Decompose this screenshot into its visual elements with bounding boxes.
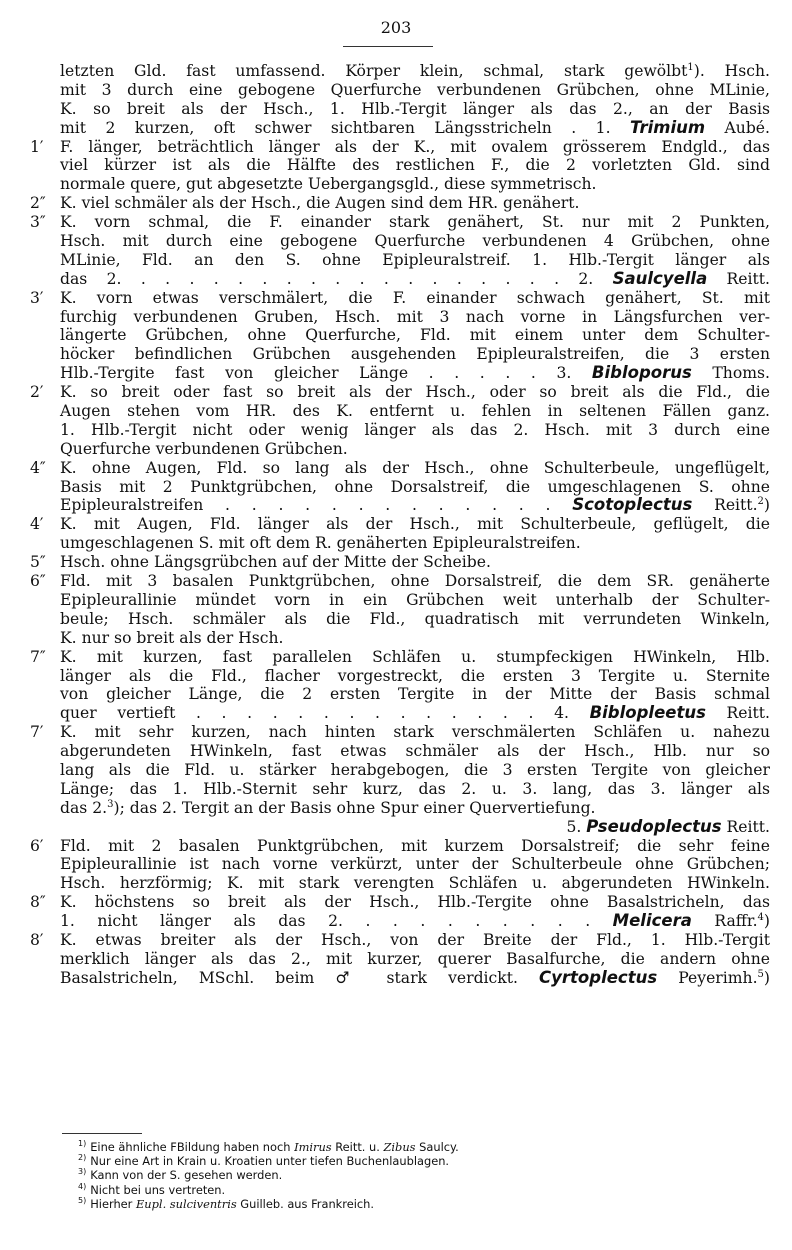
- text-line: [30, 138, 770, 157]
- text-run: umgeschlagenen S. mit oft dem R. genäherten Epipleuralstreifen.: [60, 534, 581, 553]
- footnote-marker: 3): [78, 1167, 87, 1177]
- text-run: Hsch. ohne Längsgrübchen auf der Mitte der Scheibe.: [60, 553, 491, 572]
- text-run: das 2.: [60, 798, 108, 817]
- couplet-marker: 6″: [30, 572, 46, 591]
- taxon-name: Imirus: [294, 1139, 332, 1154]
- text-line: [30, 440, 770, 459]
- couplet-marker: 6′: [30, 836, 44, 855]
- header-rule: [343, 46, 433, 47]
- line-text: [60, 138, 770, 157]
- text-line: [30, 969, 770, 988]
- genus-name: Biblopleetus: [589, 703, 706, 723]
- text-run: 1. nicht länger als das 2. . . . . . . . . .: [60, 912, 613, 931]
- footnotes: [78, 1137, 678, 1211]
- text-run: ). Hsch.: [693, 62, 770, 80]
- line-text: [60, 742, 770, 761]
- text-run: Reitt.: [705, 704, 770, 723]
- text-line: [30, 553, 770, 572]
- footnote: [78, 1137, 678, 1154]
- text-run: K. höchstens so breit als der Hsch., Hlb.-Tergite ohne Basalstricheln, das: [60, 893, 770, 912]
- text-run: Reitt.: [721, 817, 770, 836]
- line-text: [60, 251, 770, 270]
- text-run: merklich länger als das 2., mit kurzer, querer Basalfurche, die andern ohne: [60, 949, 770, 968]
- text-run: K. vorn etwas verschmälert, die F. einander schwach genähert, St. mit: [60, 288, 770, 307]
- couplet-marker: 3′: [30, 288, 44, 307]
- genus-name: Trimium: [630, 117, 706, 137]
- line-text: [60, 780, 770, 799]
- text-run: Guilleb. aus Frankreich.: [236, 1196, 374, 1211]
- genus-name: Scotoplectus: [572, 495, 693, 515]
- text-line: [30, 175, 770, 194]
- line-text: [60, 326, 770, 345]
- footnote-ref: 1: [687, 61, 694, 73]
- text-run: quer vertieft . . . . . . . . . . . . . . 4.: [60, 704, 590, 723]
- line-text: [60, 969, 770, 988]
- footnote-marker: 1): [78, 1139, 87, 1148]
- text-line: [30, 629, 770, 648]
- line-text: [60, 685, 770, 704]
- footnote: [78, 1194, 678, 1211]
- line-text: [60, 213, 770, 232]
- text-run: abgerundeten HWinkeln, fast etwas schmäler als der Hsch., Hlb. nur so: [60, 742, 770, 761]
- text-run: normale quere, gut abgesetzte Uebergangsgld., diese symmetrisch.: [60, 175, 597, 194]
- text-line: [30, 648, 770, 667]
- text-run: beule; Hsch. schmäler als die Fld., quadratisch mit verrundeten Winkeln,: [60, 609, 770, 628]
- text-run: lang als die Fld. u. stärker herabgebogen, die 3 ersten Tergite von gleicher: [60, 760, 770, 779]
- text-line: [30, 572, 770, 591]
- text-run: Fld. mit 2 basalen Punktgrübchen, mit kurzem Dorsalstreif; die sehr feine: [60, 836, 770, 855]
- text-line: [30, 742, 770, 761]
- text-run: letzten Gld. fast umfassend. Körper klein, schmal, stark gewölbt: [60, 62, 688, 80]
- text-line: [30, 62, 770, 81]
- line-text: [60, 855, 770, 874]
- couplet-marker: 3″: [30, 213, 46, 232]
- text-line: [30, 591, 770, 610]
- line-text: [60, 893, 770, 912]
- text-line: [30, 780, 770, 799]
- text-line: [30, 610, 770, 629]
- text-run: Augen stehen vom HR. des K. entfernt u. fehlen in seltenen Fällen ganz.: [60, 402, 770, 421]
- text-run: Epipleuralstreifen . . . . . . . . . . . . .: [60, 496, 573, 515]
- footnote-ref: 5: [757, 968, 764, 980]
- line-text: [60, 383, 770, 402]
- line-text: [60, 459, 770, 478]
- couplet-marker: 2″: [30, 194, 46, 213]
- text-run: Basis mit 2 Punktgrübchen, ohne Dorsalstreif, die umgeschlagenen S. ohne: [60, 477, 770, 496]
- couplet-marker: 4″: [30, 458, 46, 477]
- text-run: Basalstricheln, MSchl. beim ♂ stark verdickt.: [60, 968, 540, 987]
- line-text: [60, 232, 770, 251]
- couplet-marker: 7″: [30, 647, 46, 666]
- text-line: [30, 270, 770, 289]
- text-run: höcker befindlichen Grübchen ausgehenden Epipleuralstreifen, die 3 ersten: [60, 345, 770, 364]
- text-line: [30, 478, 770, 497]
- text-run: K. vorn schmal, die F. einander stark genähert, St. nur mit 2 Punkten,: [60, 213, 770, 232]
- line-text: [60, 723, 770, 742]
- text-run: K. nur so breit als der Hsch.: [60, 628, 284, 647]
- footnote: [78, 1180, 678, 1197]
- text-line: [30, 402, 770, 421]
- text-run: Peyerimh.: [657, 968, 758, 987]
- line-text: [60, 175, 770, 194]
- text-line: [30, 874, 770, 893]
- text-run: ): [763, 912, 770, 931]
- text-run: Querfurche verbundenen Grübchen.: [60, 439, 348, 458]
- text-run: K. mit kurzen, fast parallelen Schläfen u. stumpfeckigen HWinkeln, Hlb.: [60, 647, 770, 666]
- text-line: [30, 232, 770, 251]
- text-run: längerte Grübchen, ohne Querfurche, Fld. mit einem unter dem Schulter-: [60, 326, 770, 345]
- text-run: das 2. . . . . . . . . . . . . . . . . . . 2.: [60, 269, 613, 288]
- text-line: [30, 893, 770, 912]
- text-line: [30, 931, 770, 950]
- couplet-marker: 4′: [30, 515, 44, 534]
- text-line: [30, 912, 770, 931]
- line-text: [60, 62, 770, 81]
- text-line: [30, 119, 770, 138]
- text-line: [30, 855, 770, 874]
- text-line: [30, 723, 770, 742]
- line-text: [60, 478, 770, 497]
- line-text: [60, 308, 770, 327]
- text-line: [30, 837, 770, 856]
- line-text: [60, 156, 770, 175]
- line-text: [60, 572, 770, 591]
- text-run: Saulcy.: [415, 1139, 459, 1154]
- text-run: 5.: [566, 817, 587, 836]
- line-text: [60, 270, 770, 289]
- genus-name: Melicera: [612, 911, 692, 931]
- text-line: [30, 515, 770, 534]
- line-text: [60, 818, 770, 837]
- line-text: [60, 100, 770, 119]
- text-line: [30, 81, 770, 100]
- text-run: ): [763, 968, 770, 987]
- line-text: [60, 345, 770, 364]
- text-line: [30, 667, 770, 686]
- line-text: [60, 81, 770, 100]
- text-run: Raffr.: [691, 912, 758, 931]
- line-text: [60, 704, 770, 723]
- genus-name: Pseudoplectus: [586, 816, 722, 836]
- text-line: [30, 459, 770, 478]
- text-run: furchig verbundenen Gruben, Hsch. mit 3 nach vorne in Längsfurchen ver-: [60, 307, 770, 326]
- line-text: [60, 837, 770, 856]
- text-run: Hierher: [90, 1196, 136, 1211]
- genus-name: Bibloporus: [591, 363, 692, 383]
- text-run: Reitt. u.: [331, 1139, 384, 1154]
- text-run: ): [763, 496, 770, 515]
- line-text: [60, 931, 770, 950]
- text-run: Aubé.: [705, 118, 770, 137]
- text-run: ); das 2. Tergit an der Basis ohne Spur einer Quervertiefung.: [113, 798, 596, 817]
- line-text: [60, 515, 770, 534]
- key-text: [30, 62, 770, 988]
- line-text: [60, 799, 770, 818]
- footnote-ref: 2: [757, 496, 764, 508]
- text-run: Fld. mit 3 basalen Punktgrübchen, ohne Dorsalstreif, die dem SR. genäherte: [60, 572, 770, 591]
- footnote: [78, 1151, 678, 1168]
- text-run: 1. Hlb.-Tergit nicht oder wenig länger als das 2. Hsch. mit 3 durch eine: [60, 420, 770, 439]
- line-text: [60, 648, 770, 667]
- line-text: [60, 496, 770, 515]
- line-text: [60, 553, 770, 572]
- text-line: [30, 950, 770, 969]
- text-line: [30, 421, 770, 440]
- text-run: F. länger, beträchtlich länger als der K., mit ovalem grösserem Endgld., das: [60, 137, 770, 156]
- genus-name: Saulcyella: [612, 268, 708, 288]
- text-run: länger als die Fld., flacher vorgestreckt, die ersten 3 Tergite u. Sternite: [60, 666, 770, 685]
- text-line: [30, 213, 770, 232]
- couplet-marker: 8′: [30, 930, 44, 949]
- line-text: [60, 289, 770, 308]
- line-text: [60, 629, 770, 648]
- text-run: viel kürzer ist als die Hälfte des restlichen F., die 2 vorletzten Gld. sind: [60, 156, 770, 175]
- text-run: Nicht bei uns vertreten.: [90, 1182, 226, 1197]
- text-line: [30, 818, 770, 837]
- text-run: von gleicher Länge, die 2 ersten Tergite in der Mitte der Basis schmal: [60, 685, 770, 704]
- footnote-ref: 4: [757, 911, 764, 923]
- text-run: K. viel schmäler als der Hsch., die Augen sind dem HR. genähert.: [60, 194, 580, 213]
- text-run: K. mit sehr kurzen, nach hinten stark verschmälerten Schläfen u. nahezu: [60, 723, 770, 742]
- line-text: [60, 194, 770, 213]
- line-text: [60, 421, 770, 440]
- line-text: [60, 440, 770, 459]
- footnote-ref: 3: [107, 798, 114, 810]
- text-run: Kann von der S. gesehen werden.: [90, 1168, 283, 1183]
- couplet-marker: 2′: [30, 383, 44, 402]
- text-run: K. so breit oder fast so breit als der Hsch., oder so breit als die Fld., die: [60, 383, 770, 402]
- line-text: [60, 912, 770, 931]
- text-run: Reitt.: [692, 496, 758, 515]
- text-line: [30, 345, 770, 364]
- couplet-marker: 7′: [30, 723, 44, 742]
- line-text: [60, 950, 770, 969]
- text-line: [30, 534, 770, 553]
- text-line: [30, 100, 770, 119]
- text-run: Thoms.: [691, 364, 770, 383]
- text-run: mit 3 durch eine gebogene Querfurche verbundenen Grübchen, ohne MLinie,: [60, 80, 770, 99]
- text-run: MLinie, Fld. an den S. ohne Epipleuralstreif. 1. Hlb.-Tergit länger als: [60, 250, 770, 269]
- line-text: [60, 119, 770, 138]
- line-text: [60, 591, 770, 610]
- text-run: K. etwas breiter als der Hsch., von der Breite der Fld., 1. Hlb.-Tergit: [60, 930, 770, 949]
- text-run: mit 2 kurzen, oft schwer sichtbaren Längsstricheln . 1.: [60, 118, 631, 137]
- text-line: [30, 364, 770, 383]
- text-line: [30, 289, 770, 308]
- text-line: [30, 704, 770, 723]
- text-run: Hsch. mit durch eine gebogene Querfurche verbundenen 4 Grübchen, ohne: [60, 232, 770, 251]
- text-run: K. ohne Augen, Fld. so lang als der Hsch., ohne Schulterbeule, ungeflügelt,: [60, 458, 770, 477]
- text-run: Eine ähnliche FBildung haben noch: [90, 1139, 295, 1154]
- page-number: 203: [380, 18, 412, 37]
- footnote-rule: [62, 1133, 142, 1134]
- line-text: [60, 610, 770, 629]
- text-line: [30, 326, 770, 345]
- text-run: K. so breit als der Hsch., 1. Hlb.-Tergit länger als das 2., an der Basis: [60, 99, 770, 118]
- line-text: [60, 364, 770, 383]
- couplet-marker: 1′: [30, 137, 44, 156]
- text-run: Epipleurallinie mündet vorn in ein Grübchen weit unterhalb der Schulter-: [60, 590, 770, 609]
- text-run: K. mit Augen, Fld. länger als der Hsch., mit Schulterbeule, geflügelt, die: [60, 515, 770, 534]
- line-text: [60, 761, 770, 780]
- text-run: Epipleurallinie ist nach vorne verkürzt, unter der Schulterbeule ohne Grübchen;: [60, 855, 770, 874]
- line-text: [60, 402, 770, 421]
- taxon-name: Zibus: [383, 1139, 416, 1154]
- line-text: [60, 534, 770, 553]
- text-line: [30, 685, 770, 704]
- text-line: [30, 156, 770, 175]
- text-line: [30, 799, 770, 818]
- text-run: Reitt.: [707, 269, 770, 288]
- text-line: [30, 761, 770, 780]
- text-run: Hlb.-Tergite fast von gleicher Länge . . . . . 3.: [60, 364, 592, 383]
- genus-name: Cyrtoplectus: [539, 967, 658, 987]
- taxon-name: Eupl. sulciventris: [135, 1196, 237, 1211]
- text-line: [30, 194, 770, 213]
- footnote-marker: 5): [78, 1195, 87, 1205]
- couplet-marker: 5″: [30, 553, 46, 572]
- line-text: [60, 874, 770, 893]
- footnote-marker: 2): [78, 1153, 87, 1163]
- text-line: [30, 383, 770, 402]
- text-run: Nur eine Art in Krain u. Kroatien unter tiefen Buchenlaublagen.: [90, 1153, 450, 1168]
- couplet-marker: 8″: [30, 893, 46, 912]
- text-line: [30, 496, 770, 515]
- line-text: [60, 667, 770, 686]
- text-line: [30, 308, 770, 327]
- text-run: Hsch. herzförmig; K. mit stark verengten Schläfen u. abgerundeten HWinkeln.: [60, 874, 770, 893]
- footnote-marker: 4): [78, 1181, 87, 1191]
- text-run: Länge; das 1. Hlb.-Sternit sehr kurz, das 2. u. 3. lang, das 3. länger als: [60, 779, 770, 798]
- text-line: [30, 251, 770, 270]
